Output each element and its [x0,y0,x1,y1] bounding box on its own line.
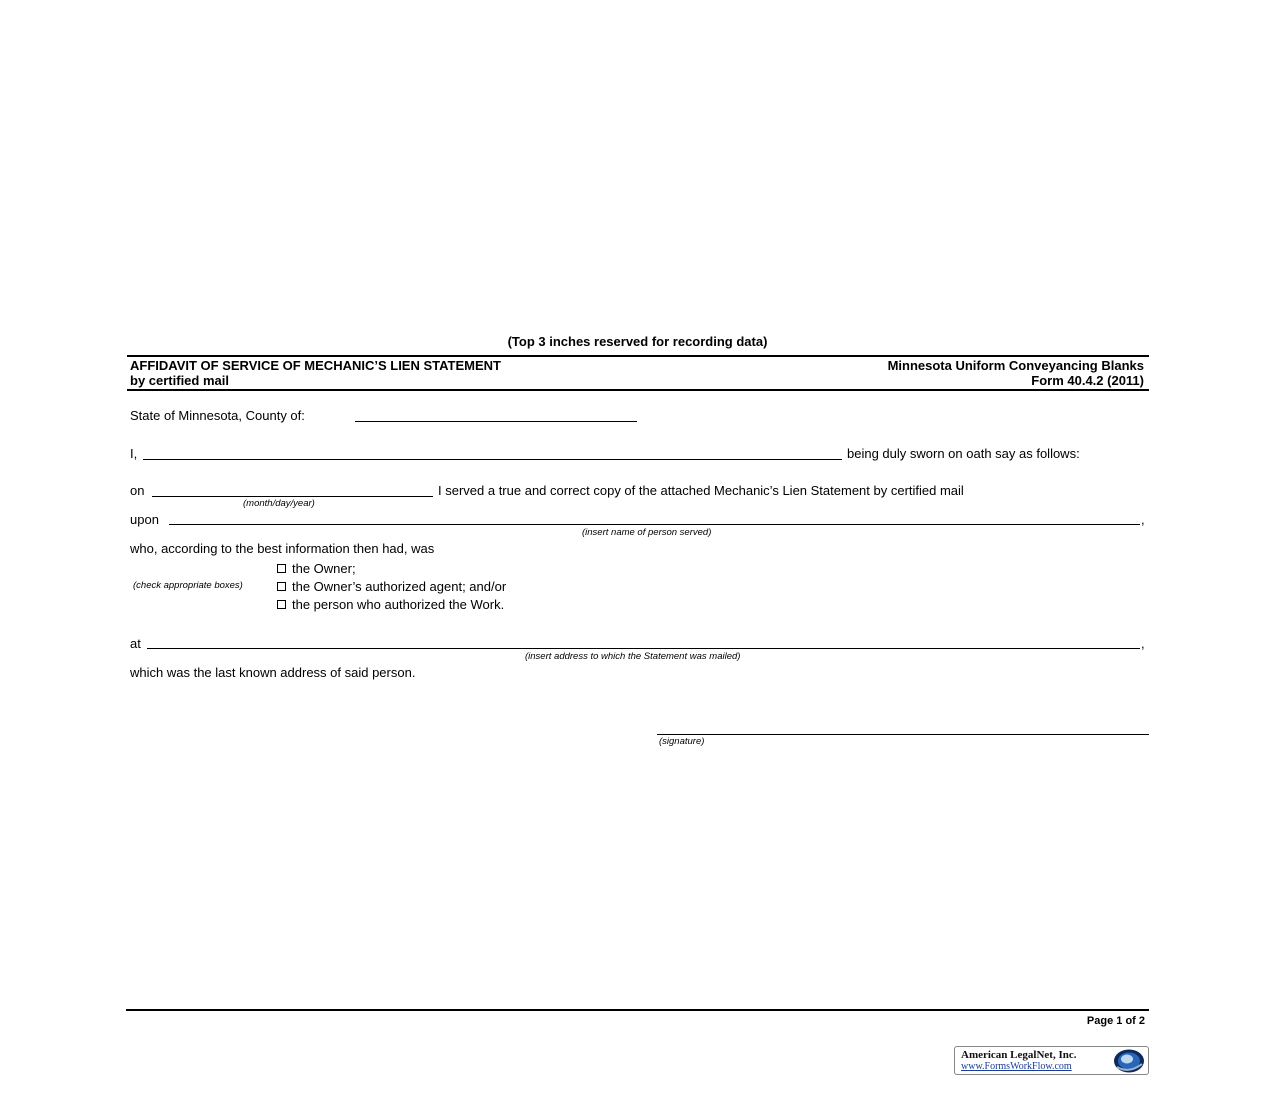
affiant-name-field[interactable] [143,459,842,460]
form-series: Minnesota Uniform Conveyancing Blanks [887,358,1144,373]
address-caption: (insert address to which the Statement was mailed) [525,651,741,662]
at-prefix: at [130,636,141,651]
globe-icon [1112,1048,1146,1074]
upon-prefix: upon [130,512,159,527]
signature-field[interactable] [657,734,1149,735]
address-field[interactable] [147,648,1140,649]
check-caption: (check appropriate boxes) [133,580,243,591]
agent-option-label: the Owner’s authorized agent; and/or [292,579,507,594]
last-known-text: which was the last known address of said person. [130,665,416,680]
authorizer-option-label: the person who authorized the Work. [292,597,505,612]
american-legalnet-logo[interactable] [954,1046,1149,1075]
who-text: who, according to the best information then had, was [130,541,435,556]
logo-company-name: American LegalNet, Inc. [961,1049,1077,1061]
form-number: Form 40.4.2 (2011) [1031,373,1144,388]
form-title: AFFIDAVIT OF SERVICE OF MECHANIC’S LIEN STATEMENT [130,358,501,373]
title-bottom-rule [127,389,1149,391]
affiant-suffix: being duly sworn on oath say as follows: [847,446,1080,461]
owner-checkbox[interactable] [277,564,286,573]
agent-checkbox[interactable] [277,582,286,591]
owner-option-label: the Owner; [292,561,356,576]
county-label: State of Minnesota, County of: [130,408,305,423]
title-top-rule [127,355,1149,357]
form-subtitle: by certified mail [130,373,229,388]
recording-note: (Top 3 inches reserved for recording data) [507,334,768,349]
county-field[interactable] [355,421,637,422]
person-served-caption: (insert name of person served) [582,527,712,538]
served-prefix: on [130,483,145,498]
signature-caption: (signature) [659,736,705,747]
date-caption: (month/day/year) [243,498,315,509]
affiant-prefix: I, [130,446,138,461]
logo-url-link[interactable]: www.FormsWorkFlow.com [961,1061,1072,1072]
served-text: I served a true and correct copy of the attached Mechanic’s Lien Statement by certified mail [438,483,964,498]
page-number: Page 1 of 2 [1086,1015,1145,1027]
person-served-field[interactable] [169,524,1140,525]
footer-rule [126,1009,1149,1011]
upon-comma: , [1141,512,1145,527]
authorizer-checkbox[interactable] [277,600,286,609]
service-date-field[interactable] [152,496,433,497]
at-comma: , [1141,636,1145,651]
